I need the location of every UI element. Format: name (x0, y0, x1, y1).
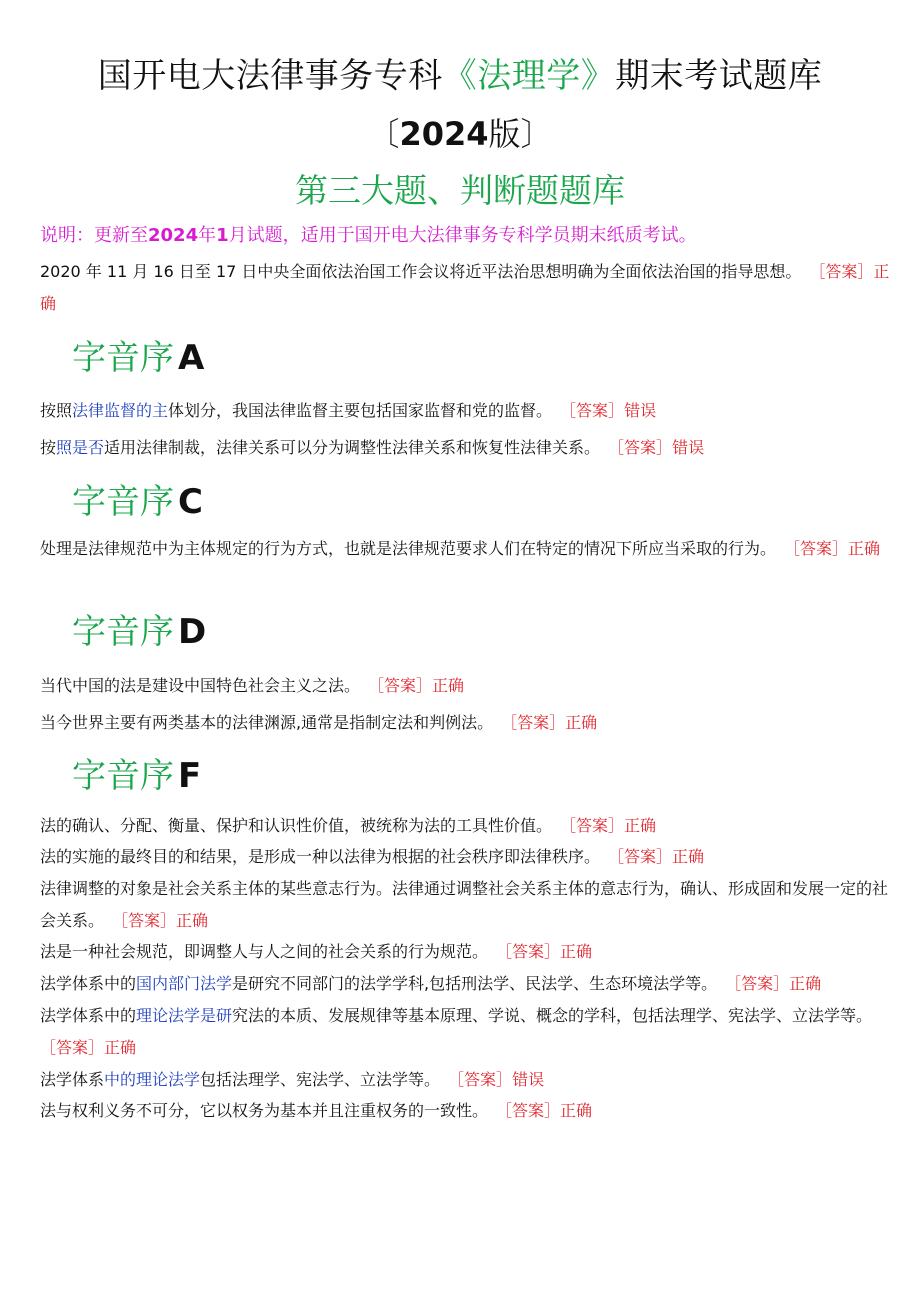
question-text: 适用法律制裁，法律关系可以分为调整性法律关系和恢复性法律关系。 (104, 438, 601, 457)
answer-tag: ［答案］ (448, 1070, 513, 1089)
answer-tag: ［答案］ (496, 1101, 561, 1120)
question-highlight: 理论法学是研 (136, 1006, 233, 1025)
answer-value: 正确 (104, 1038, 137, 1057)
question-text: 法与权利义务不可分，它以权务为基本并且注重权务的一致性。 (40, 1101, 489, 1120)
title-course: 《法理学》 (442, 56, 616, 96)
group-letter: F (178, 756, 202, 796)
answer-tag: ［答案］ (608, 438, 673, 457)
answer-tag: ［答案］ (560, 401, 625, 420)
answer-value: 正确 (848, 539, 881, 558)
edition-text: 版〕 (488, 115, 553, 153)
answer-value: 正确 (789, 974, 822, 993)
notice-text: 月试题，适用于国开电大法律事务专科学员期末纸质考试。 (228, 225, 697, 246)
question-item (40, 432, 890, 464)
answer-value: 正确 (40, 262, 890, 313)
update-notice (40, 222, 900, 250)
question-text: 包括法理学、宪法学、立法学等。 (200, 1070, 441, 1089)
notice-text: 年 (198, 225, 217, 246)
group-heading-f (72, 754, 201, 798)
question-text: 法学体系 (40, 1070, 105, 1089)
answer-tag: ［答案］ (40, 1038, 105, 1057)
group-heading-c (72, 480, 203, 524)
answer-value: 正确 (560, 942, 593, 961)
question-highlight: 国内部门法学 (136, 974, 233, 993)
answer-value: 错误 (672, 438, 705, 457)
group-letter: A (178, 338, 205, 378)
answer-value: 正确 (624, 816, 657, 835)
question-item (40, 968, 890, 1000)
group-heading-text: 字音序 (72, 612, 174, 652)
answer-value: 正确 (565, 713, 598, 732)
answer-tag: ［答案］ (112, 911, 177, 930)
answer-tag: ［答案］ (560, 816, 625, 835)
question-text: 法的实施的最终目的和结果，是形成一种以法律为根据的社会秩序即法律秩序。 (40, 847, 601, 866)
question-text: 法律调整的对象是社会关系主体的某些意志行为。法律通过调整社会关系主体的意志行为，确认、形成固和发展一定的社会关系。 (40, 879, 889, 930)
answer-tag: ［答案］ (501, 713, 566, 732)
answer-value: 正确 (560, 1101, 593, 1120)
question-text: 2020 年 11 月 16 日至 17 日中央全面依法治国工作会议将近平法治思想明确为全面依法治国的指导思想。 (40, 262, 802, 281)
question-item (40, 1095, 890, 1127)
section-title: 第三大题、判断题题库 (295, 171, 625, 210)
question-item (40, 533, 890, 565)
group-heading-text: 字音序 (72, 756, 174, 796)
question-item (40, 936, 890, 968)
question-item (40, 395, 890, 427)
question-text: 处理是法律规范中为主体规定的行为方式，也就是法律规范要求人们在特定的情况下所应当采取的行为。 (40, 539, 777, 558)
group-heading-d (72, 610, 206, 654)
answer-value: 正确 (176, 911, 209, 930)
question-text: 是研究不同部门的法学学科,包括刑法学、民法学、生态环境法学等。 (232, 974, 718, 993)
question-item (40, 810, 890, 842)
question-item (40, 670, 890, 702)
edition-label (0, 112, 920, 156)
question-text: 法的确认、分配、衡量、保护和认识性价值，被统称为法的工具性价值。 (40, 816, 553, 835)
notice-year: 2024 (148, 225, 199, 246)
document-title (0, 52, 920, 100)
answer-tag: ［答案］ (368, 676, 433, 695)
group-letter: D (178, 612, 207, 652)
title-prefix: 国开电大法律事务专科 (97, 56, 443, 96)
question-item (40, 873, 890, 937)
answer-value: 错误 (624, 401, 657, 420)
question-text: 按照 (40, 401, 73, 420)
answer-value: 正确 (672, 847, 705, 866)
question-item (40, 256, 890, 320)
answer-value: 错误 (512, 1070, 545, 1089)
edition-open: 〔 (367, 115, 400, 153)
question-item (40, 1000, 890, 1064)
group-letter: C (178, 482, 203, 522)
question-text: 当今世界主要有两类基本的法律渊源,通常是指制定法和判例法。 (40, 713, 494, 732)
answer-value: 正确 (432, 676, 465, 695)
question-item (40, 841, 890, 873)
answer-tag: ［答案］ (809, 262, 874, 281)
answer-tag: ［答案］ (725, 974, 790, 993)
question-item (40, 707, 890, 739)
question-text: 当代中国的法是建设中国特色社会主义之法。 (40, 676, 361, 695)
question-text: 法学体系中的 (40, 974, 137, 993)
answer-tag: ［答案］ (496, 942, 561, 961)
question-highlight: 法律监督的主 (72, 401, 169, 420)
question-highlight: 照是否 (56, 438, 105, 457)
group-heading-text: 字音序 (72, 482, 174, 522)
question-text: 法学体系中的 (40, 1006, 137, 1025)
question-item (40, 1064, 890, 1096)
edition-year: 2024 (399, 115, 489, 153)
question-text: 体划分，我国法律监督主要包括国家监督和党的监督。 (168, 401, 553, 420)
question-text: 按 (40, 438, 57, 457)
question-highlight: 中的理论法学 (104, 1070, 201, 1089)
group-heading-a (72, 336, 204, 380)
answer-tag: ［答案］ (784, 539, 849, 558)
question-text: 究法的本质、发展规律等基本原理、学说、概念的学科，包括法理学、宪法学、立法学等。 (232, 1006, 873, 1025)
title-suffix: 期末考试题库 (615, 56, 823, 96)
notice-month: 1 (216, 225, 229, 246)
answer-tag: ［答案］ (608, 847, 673, 866)
question-text: 法是一种社会规范，即调整人与人之间的社会关系的行为规范。 (40, 942, 489, 961)
group-heading-text: 字音序 (72, 338, 174, 378)
notice-text: 说明：更新至 (40, 225, 148, 246)
